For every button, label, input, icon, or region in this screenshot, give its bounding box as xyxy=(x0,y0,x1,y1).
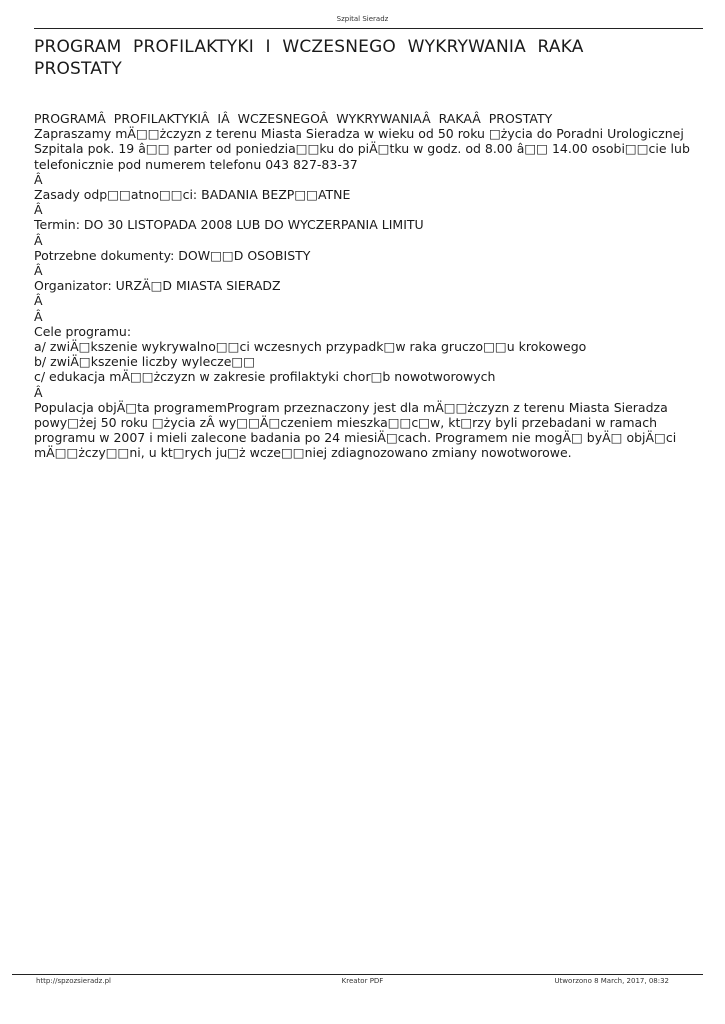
body-line: Â xyxy=(34,293,43,309)
site-header: Szpital Sieradz xyxy=(336,15,389,23)
footer-divider xyxy=(12,974,703,975)
footer-created-date: Utworzono 8 March, 2017, 08:32 xyxy=(554,977,669,985)
body-line: Zapraszamy mÄ□□żczyzn z terenu Miasta Sieradza w wieku od 50 roku □życia do Poradni Urologicznej xyxy=(34,126,684,142)
footer-generator: Kreator PDF xyxy=(341,977,384,985)
article-body xyxy=(34,111,694,461)
body-line: c/ edukacja mÄ□□żczyzn w zakresie profilaktyki chor□b nowotworowych xyxy=(34,369,496,385)
body-line: Â xyxy=(34,308,43,324)
body-line: Zasady odp□□atno□□ci: BADANIA BEZP□□ATNE xyxy=(34,187,351,203)
body-line: Â xyxy=(34,202,43,218)
body-line: PROGRAMÂ PROFILAKTYKIÂ IÂ WCZESNEGOÂ WYKRYWANIAÂ RAKAÂ PROSTATY xyxy=(34,111,553,126)
body-line: Potrzebne dokumenty: DOW□□D OSOBISTY xyxy=(34,247,311,263)
body-line: programu w 2007 i mieli zalecone badania po 24 miesiÄ□cach. Programem nie mogÄ□ byÄ□ objÄ□ci xyxy=(34,430,677,446)
footer-url-link[interactable]: http://spzozsieradz.pl xyxy=(36,977,111,985)
body-line: powy□żej 50 roku □życia zÂ wy□□Ä□czeniem mieszka□□c□w, kt□rzy byli przebadani w ramach xyxy=(34,415,657,431)
body-line: a/ zwiÄ□kszenie wykrywalno□□ci wczesnych przypadk□w raka gruczo□□u krokowego xyxy=(34,339,587,355)
body-line: Â xyxy=(34,384,43,400)
body-line: b/ zwiÄ□kszenie liczby wylecze□□ xyxy=(34,354,256,370)
body-line: mÄ□□żczy□□ni, u kt□rych ju□ż wcze□□niej zdiagnozowano zmiany nowotworowe. xyxy=(34,445,572,461)
body-line: telefonicznie pod numerem telefonu 043 827-83-37 xyxy=(34,156,358,172)
body-line: Termin: DO 30 LISTOPADA 2008 LUB DO WYCZERPANIA LIMITU xyxy=(34,217,424,233)
body-line: Â xyxy=(34,232,43,248)
body-line: Szpitala pok. 19 â□□ parter od poniedzia□□ku do piÄ□tku w godz. od 8.00 â□□ 14.00 osobi□□cie lub xyxy=(34,141,690,157)
page-title: PROGRAM PROFILAKTYKI I WCZESNEGO WYKRYWANIA RAKA PROSTATY xyxy=(34,37,584,79)
header-divider xyxy=(34,28,703,29)
body-line: Cele programu: xyxy=(34,323,132,339)
body-line: Populacja objÄ□ta programemProgram przeznaczony jest dla mÄ□□żczyzn z terenu Miasta Sieradza xyxy=(34,399,668,415)
body-line: Â xyxy=(34,263,43,279)
body-line: Organizator: URZÄ□D MIASTA SIERADZ xyxy=(34,278,281,294)
body-line: Â xyxy=(34,171,43,187)
